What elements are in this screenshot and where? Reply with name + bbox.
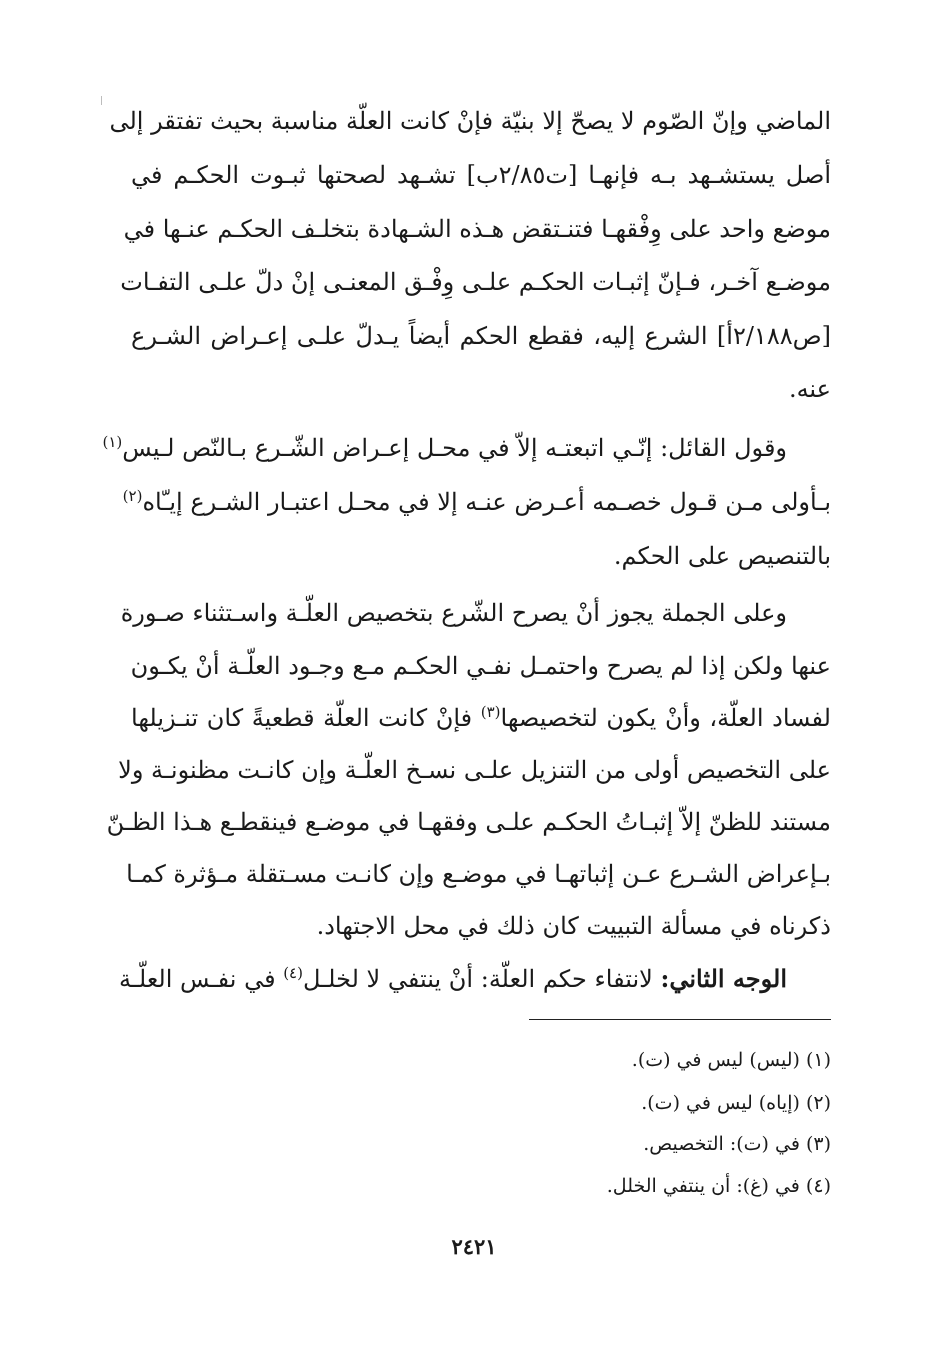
text-line: موضع واحد على وِفْقهـا فتنـتقض هـذه الشـهادة بتخلـف الحكـم عنـها في: [123, 215, 831, 243]
section-label: الوجه الثاني:: [660, 964, 787, 993]
text-line: مستند للظنّ إلاّ إثبـاتُ الحكـم علـى وفقهـا في موضـع فينقطـع هـذا الظـنّ: [106, 808, 831, 836]
text-run: في نفـس العلّـة: [118, 965, 284, 993]
text-line: موضـع آخـر، فـإنّ إثبـات الحكـم علـى وِفْـق المعنـى إنْ دلّ علـى التفـات: [120, 268, 831, 296]
text-line: [122, 485, 831, 522]
page-number: ٢٤٢١: [451, 1234, 497, 1259]
text-line: ذكرناه في مسألة التبييت كان ذلك في محل الاجتهاد.: [316, 912, 831, 940]
text-line: على التخصيص أولى من التنزيل علـى نسـخ العلّـة وإن كانـت مظنونـة ولا: [118, 756, 831, 784]
text-line: [ص٢/١٨٨أ] الشرع إليه، فقطع الحكم أيضاً يـدلّ علـى إعـراض الشـرع: [131, 322, 831, 350]
text-line: [131, 701, 831, 738]
text-line: بـإعراض الشـرع عـن إثباتهـا في موضـع وإن كانـت مسـتقلة مـؤثرة كمـا: [126, 860, 831, 888]
text-run: بـأولى مـن قـول خصـمه أعـرض عنـه إلا في محـل اعتبـار الشـرع إيـّاه: [142, 488, 831, 516]
text-run: لانتفاء حكم العلّة: أنْ ينتفي لا لخلـل: [302, 965, 661, 993]
text-line: الماضي وإنّ الصّوم لا يصحّ إلا بنيّة فإنْ كانت العلّة مناسبة بحيث تفتقر إلى: [109, 107, 831, 135]
text-line: وعلى الجملة يجوز أنْ يصرح الشّرع بتخصيص العلّـة واسـتثناء صـورة: [120, 599, 787, 627]
footnote: (٢) (إياه) ليس في (ت).: [641, 1092, 831, 1114]
footnote-ref: (٤): [283, 964, 303, 982]
margin-mark: [101, 96, 102, 105]
text-line: أصل يستشـهد بـه فإنهـا [ت٢/٨٥ب] تشـهد لصحتها ثبـوت الحكـم في: [131, 161, 831, 189]
footnote: (٤) في (غ): أن ينتفي الخلل.: [606, 1175, 831, 1197]
footnote-rule: [529, 1019, 831, 1020]
footnote: (١) (ليس) ليس في (ت).: [631, 1049, 831, 1071]
text-run: لفساد العلّة، وأنْ يكون لتخصيصها: [500, 704, 831, 732]
text-line: بالتنصيص على الحكم.: [613, 542, 831, 570]
text-run: فإنْ كانت العلّة قطعيةً كان تنـزيلها: [131, 704, 481, 732]
footnote-ref: (٣): [480, 703, 501, 721]
text-line: عنه.: [788, 375, 831, 403]
text-line: [102, 431, 787, 468]
text-line: عنها ولكن إذا لم يصرح واحتمـل نفـي الحكـم مـع وجـود العلّـة أنْ يكـون: [130, 652, 831, 680]
text-run: وقول القائل: إنّـي اتبعتـه إلاّ في محـل إعـراض الشّـرع بـالنّص لـيس: [122, 434, 787, 462]
footnote: (٣) في (ت): التخصيص.: [643, 1133, 831, 1155]
footnote-ref: (١): [102, 433, 123, 451]
footnote-ref: (٢): [122, 487, 143, 505]
text-line: [118, 962, 787, 999]
